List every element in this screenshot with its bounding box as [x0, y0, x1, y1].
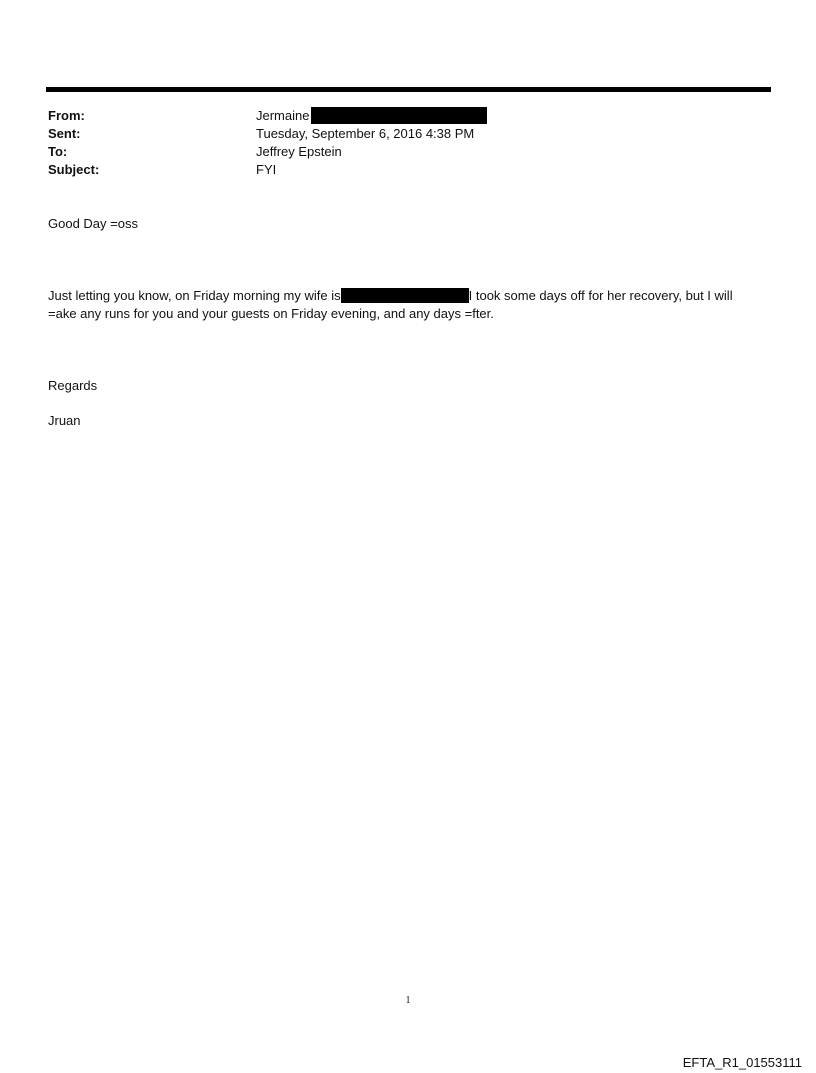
sent-value: Tuesday, September 6, 2016 4:38 PM	[256, 126, 475, 141]
to-label: To:	[48, 144, 68, 159]
signature: Jruan	[48, 413, 81, 428]
subject-value: FYI	[256, 162, 277, 177]
body-line-1-start: Just letting you know, on Friday morning my wife is	[48, 288, 341, 303]
from-value	[256, 107, 487, 125]
page-number: 1	[405, 995, 411, 1006]
body-line-1-end: I took some days off for her recovery, but I will	[468, 288, 733, 303]
from-name: Jermaine	[256, 108, 310, 123]
redaction-box	[311, 107, 487, 124]
closing: Regards	[48, 378, 98, 393]
greeting: Good Day =oss	[48, 216, 138, 231]
body-line-1	[48, 287, 733, 305]
sent-label: Sent:	[48, 126, 81, 141]
header-divider	[46, 87, 771, 92]
bates-number: EFTA_R1_01553111	[682, 1055, 802, 1070]
to-value: Jeffrey Epstein	[256, 144, 342, 159]
from-label: From:	[48, 108, 85, 123]
subject-label: Subject:	[48, 162, 100, 177]
body-line-2: =ake any runs for you and your guests on Friday evening, and any days =fter.	[48, 306, 494, 321]
redaction-box	[341, 288, 469, 303]
